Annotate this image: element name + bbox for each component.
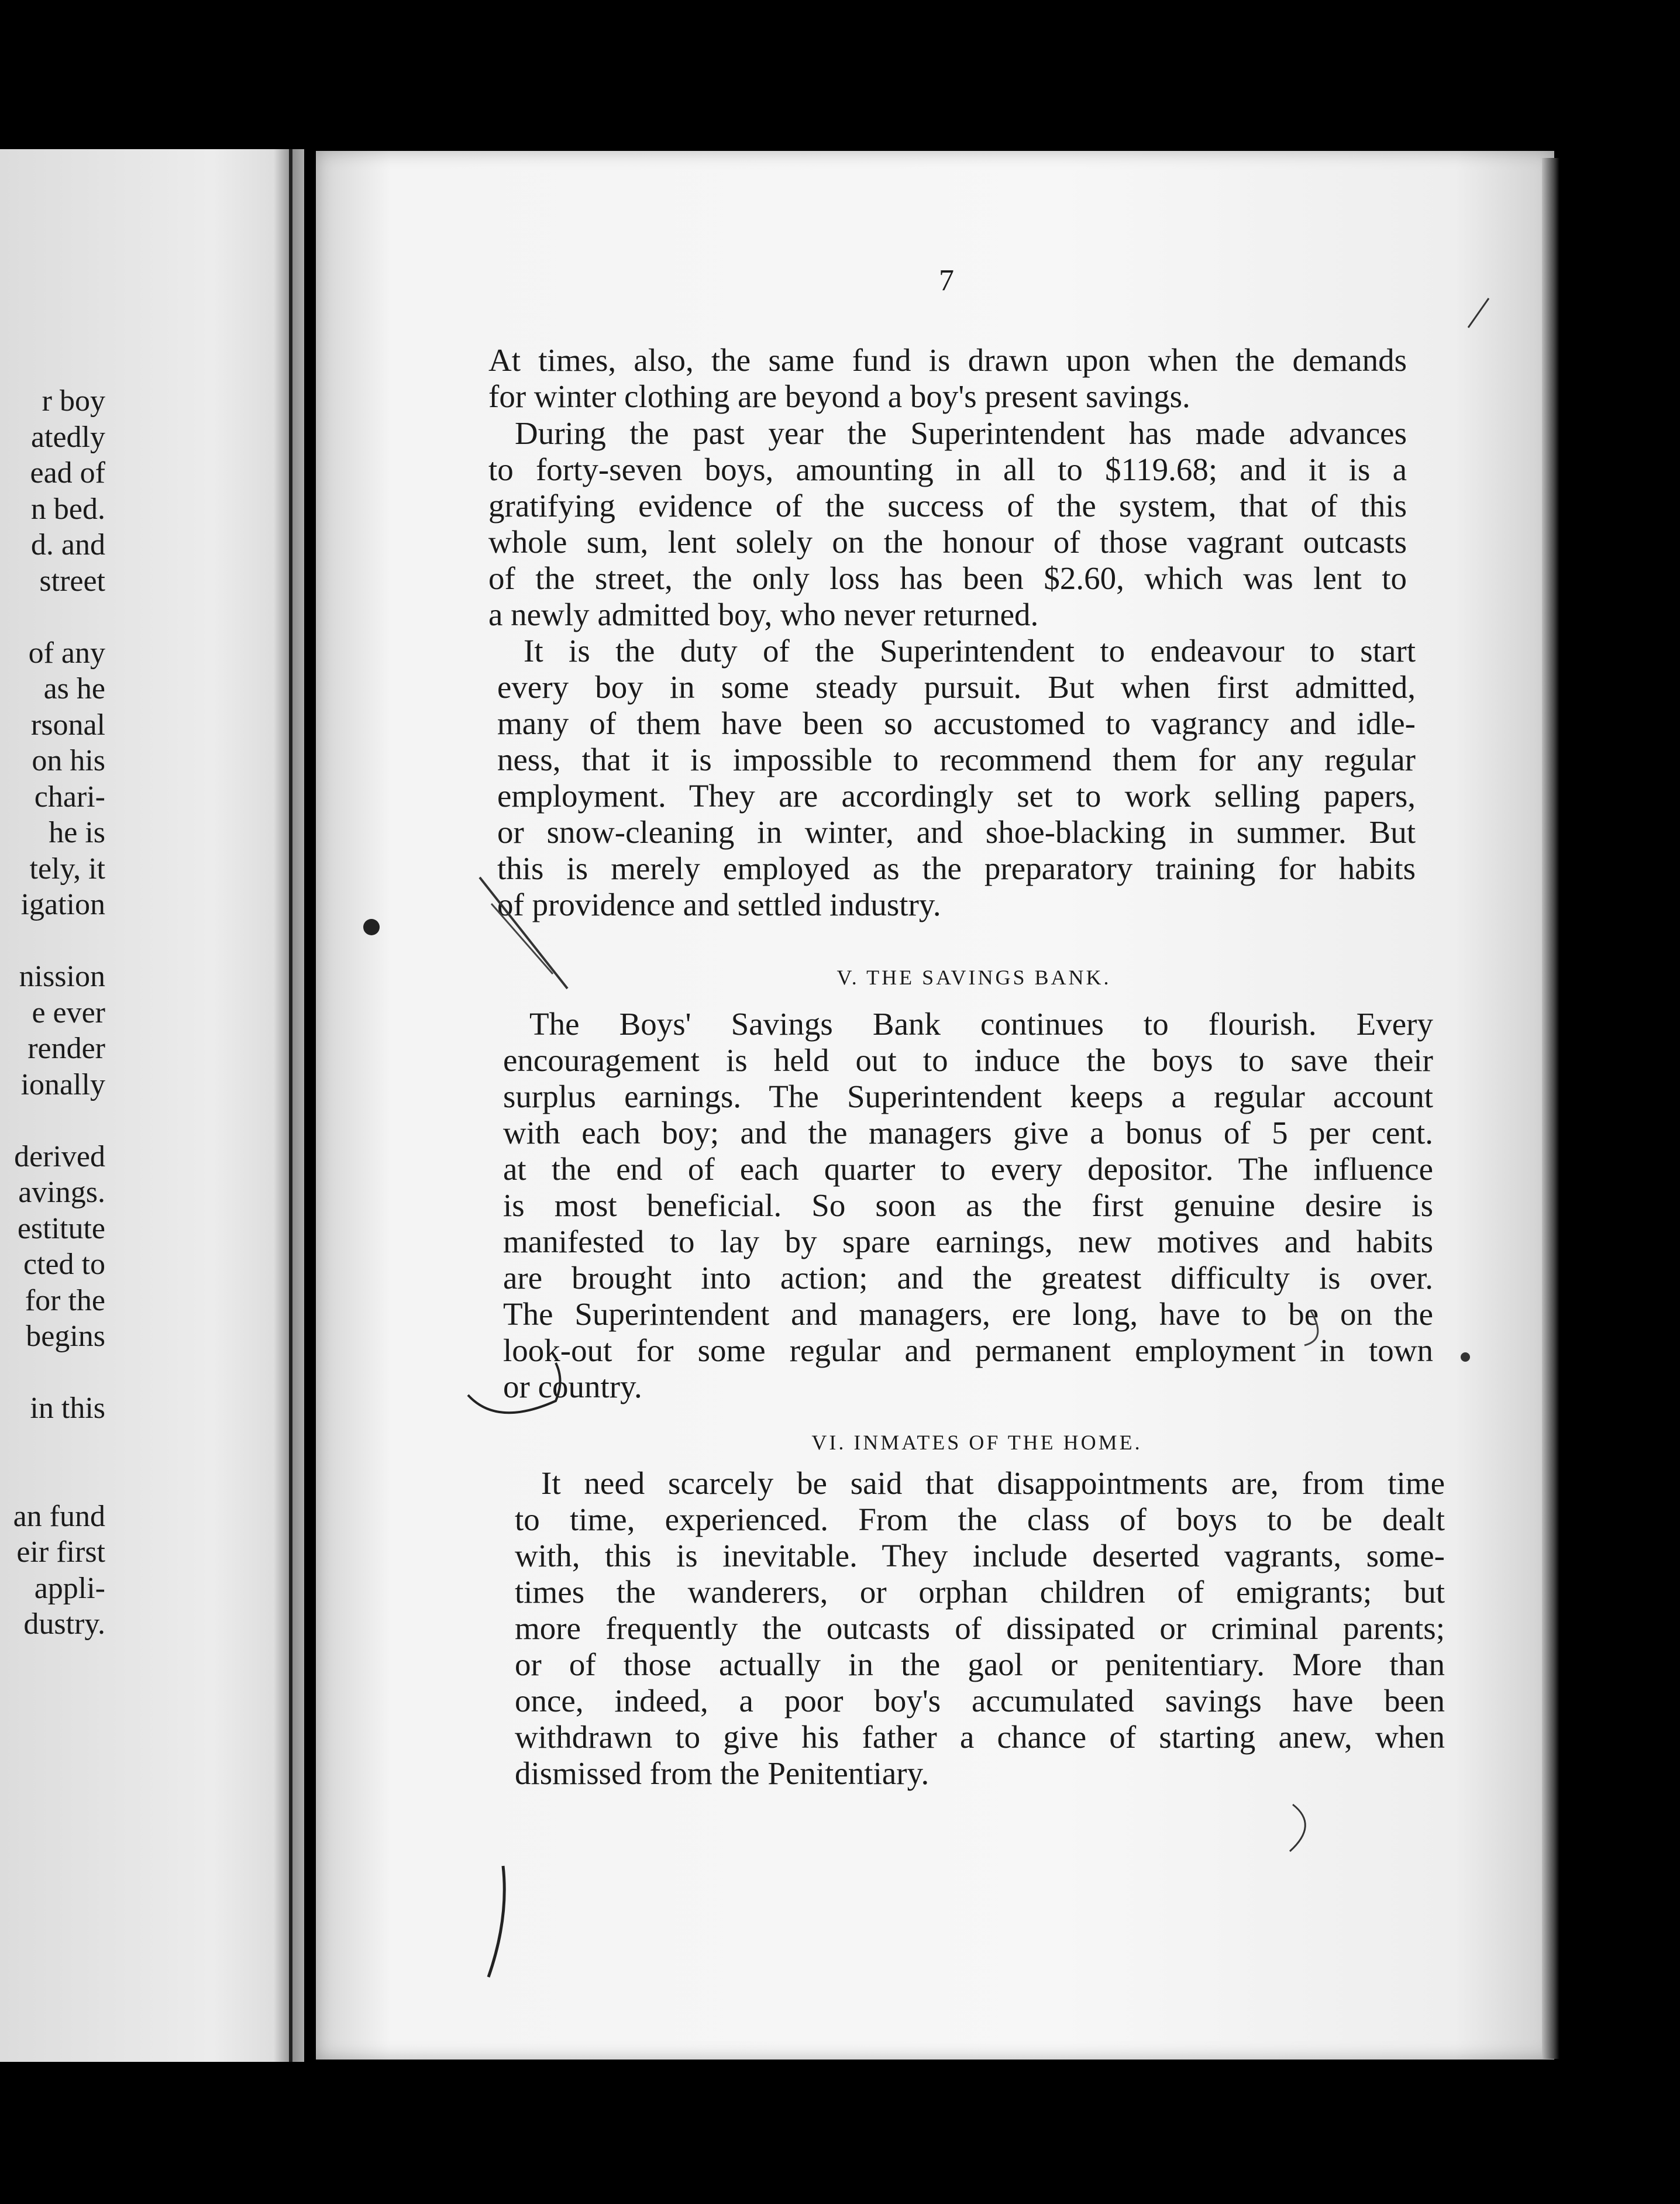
paragraph-2 xyxy=(488,415,1407,633)
text-line: is most beneficial. So soon as the first genuine desire is xyxy=(503,1187,1433,1223)
left-page-fragment: eir first xyxy=(16,1535,105,1569)
left-page-fragment: chari- xyxy=(34,780,105,814)
text-line: employment. They are accordingly set to work selling papers, xyxy=(497,778,1416,814)
page-number: 7 xyxy=(939,264,954,297)
text-line: of the street, the only loss has been $2.60, which was lent to xyxy=(488,560,1407,596)
text-line: or snow-cleaning in winter, and shoe-blacking in summer. But xyxy=(497,814,1416,850)
text-line: to time, experienced. From the class of boys to be dealt xyxy=(515,1502,1445,1537)
left-page-fragment: ead of xyxy=(30,456,105,490)
section-heading: VI. INMATES OF THE HOME. xyxy=(811,1431,1142,1454)
text-line: or country. xyxy=(503,1369,642,1404)
text-line: at the end of each quarter to every depositor. The influence xyxy=(503,1151,1433,1187)
book-gutter xyxy=(274,149,315,2062)
left-page-fragment: ionally xyxy=(20,1067,105,1101)
left-page-fragment: tely, it xyxy=(29,852,105,886)
left-page-fragment: for the xyxy=(25,1283,105,1317)
left-page-fragment: of any xyxy=(28,636,105,670)
left-page-fragment: he is xyxy=(49,816,105,849)
text-line: of providence and settled industry. xyxy=(497,887,941,922)
left-page-fragment: an fund xyxy=(13,1499,105,1533)
left-page-fragment: in this xyxy=(30,1392,105,1425)
text-line: The Boys' Savings Bank continues to flourish. Every xyxy=(529,1006,1433,1042)
text-line: withdrawn to give his father a chance of starting anew, when xyxy=(515,1719,1445,1755)
right-page-edge xyxy=(1542,158,1559,2059)
paragraph-savings-bank xyxy=(503,1006,1433,1405)
text-line: ness, that it is impossible to recommend them for any regular xyxy=(497,742,1416,777)
text-line: every boy in some steady pursuit. But when first admitted, xyxy=(497,669,1416,705)
left-page-fragment: atedly xyxy=(30,420,105,454)
text-line: once, indeed, a poor boy's accumulated savings have been xyxy=(515,1683,1445,1719)
text-line: with, this is inevitable. They include deserted vagrants, some- xyxy=(515,1538,1445,1573)
text-line: for winter clothing are beyond a boy's present savings. xyxy=(488,378,1190,414)
left-page-fragment: begins xyxy=(26,1320,105,1353)
text-line: to forty-seven boys, amounting in all to $119.68; and it is a xyxy=(488,452,1407,487)
left-page-fragment: avings. xyxy=(18,1176,105,1209)
left-page-fragment: render xyxy=(27,1032,105,1065)
text-line: whole sum, lent solely on the honour of those vagrant outcasts xyxy=(488,524,1407,560)
text-line: manifested to lay by spare earnings, new motives and habits xyxy=(503,1224,1433,1259)
paragraph-1 xyxy=(488,342,1407,415)
left-page-fragment: derived xyxy=(14,1139,105,1173)
text-line: this is merely employed as the preparatory training for habits xyxy=(497,850,1416,886)
text-line: times the wanderers, or orphan children of emigrants; but xyxy=(515,1574,1445,1610)
paragraph-3 xyxy=(497,633,1416,923)
text-line: The Superintendent and managers, ere long, have to be on the xyxy=(503,1296,1433,1332)
text-line: At times, also, the same fund is drawn upon when the demands xyxy=(488,342,1407,378)
left-page-fragment: street xyxy=(39,564,105,598)
left-page-fragment: estitute xyxy=(17,1211,105,1245)
left-page-fragment: d. and xyxy=(30,528,105,562)
text-line: It is the duty of the Superintendent to endeavour to start xyxy=(524,633,1416,669)
left-page-fragment: rsonal xyxy=(30,708,105,742)
text-line: are brought into action; and the greatest difficulty is over. xyxy=(503,1260,1433,1296)
section-heading-inmates xyxy=(509,1418,1445,1472)
left-page-fragment: appli- xyxy=(34,1571,105,1605)
left-page-fragment: r boy xyxy=(42,384,105,418)
text-line: encouragement is held out to induce the boys to save their xyxy=(503,1042,1433,1078)
left-page-fragment: e ever xyxy=(32,996,105,1029)
text-line: look-out for some regular and permanent employment in town xyxy=(503,1332,1433,1368)
text-line: many of them have been so accustomed to vagrancy and idle- xyxy=(497,705,1416,741)
page-edge-line xyxy=(289,149,292,2062)
text-line: a newly admitted boy, who never returned. xyxy=(488,597,1039,632)
left-page-fragment: as he xyxy=(43,672,105,705)
text-line: During the past year the Superintendent has made advances xyxy=(515,415,1407,451)
text-line: with each boy; and the managers give a bonus of 5 per cent. xyxy=(503,1115,1433,1151)
left-page xyxy=(0,149,304,2062)
left-page-fragment: on his xyxy=(32,744,105,777)
left-page-fragment: dustry. xyxy=(23,1607,105,1641)
paragraph-inmates xyxy=(515,1465,1445,1792)
left-page-fragment: cted to xyxy=(23,1248,105,1281)
section-heading-savings-bank xyxy=(497,953,1451,1007)
section-heading: V. THE SAVINGS BANK. xyxy=(836,966,1111,989)
left-page-fragment: nission xyxy=(19,960,105,993)
text-line: gratifying evidence of the success of the system, that of this xyxy=(488,488,1407,524)
text-line: more frequently the outcasts of dissipated or criminal parents; xyxy=(515,1610,1445,1646)
text-line: It need scarcely be said that disappointments are, from time xyxy=(541,1465,1445,1501)
text-line: or of those actually in the gaol or penitentiary. More than xyxy=(515,1647,1445,1682)
text-line: dismissed from the Penitentiary. xyxy=(515,1755,929,1791)
text-line: surplus earnings. The Superintendent keeps a regular account xyxy=(503,1079,1433,1114)
left-page-fragment: igation xyxy=(20,888,105,921)
left-page-fragment: n bed. xyxy=(30,492,105,526)
